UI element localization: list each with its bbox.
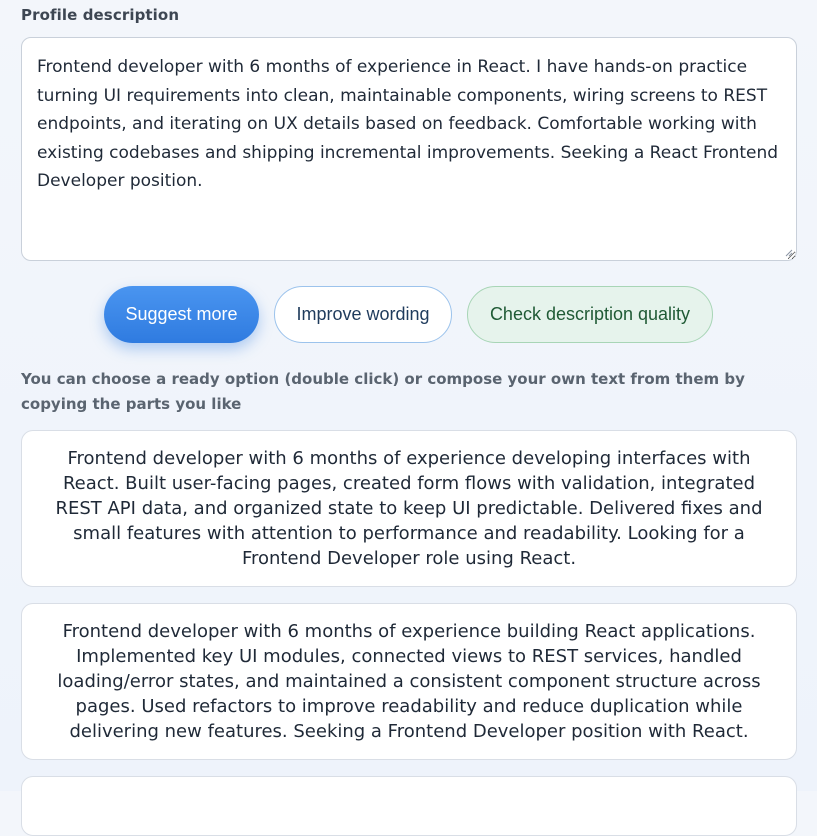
suggestions-hint: You can choose a ready option (double click) or compose your own text from them by copying the parts you like	[21, 370, 745, 413]
profile-description-textarea[interactable]	[21, 37, 797, 261]
check-description-quality-button[interactable]: Check description quality	[467, 286, 713, 343]
suggestion-card[interactable]	[21, 776, 797, 836]
profile-description-label: Profile description	[21, 6, 180, 24]
suggestion-card[interactable]: Frontend developer with 6 months of experience developing interfaces with React. Built user-facing pages, created form flows with validation, integrated REST API data, and organized state to keep UI predictable. Delivered fixes and small features with attention to performance and readability. Looking for a Frontend Developer role using React.	[21, 430, 797, 587]
suggest-more-button[interactable]: Suggest more	[104, 286, 259, 343]
suggestion-card[interactable]: Frontend developer with 6 months of experience building React applications. Implemented key UI modules, connected views to REST services, handled loading/error states, and maintained a consistent component structure across pages. Used refactors to improve readability and reduce duplication while delivering new features. Seeking a Frontend Developer position with React.	[21, 603, 797, 760]
improve-wording-button[interactable]: Improve wording	[274, 286, 452, 343]
